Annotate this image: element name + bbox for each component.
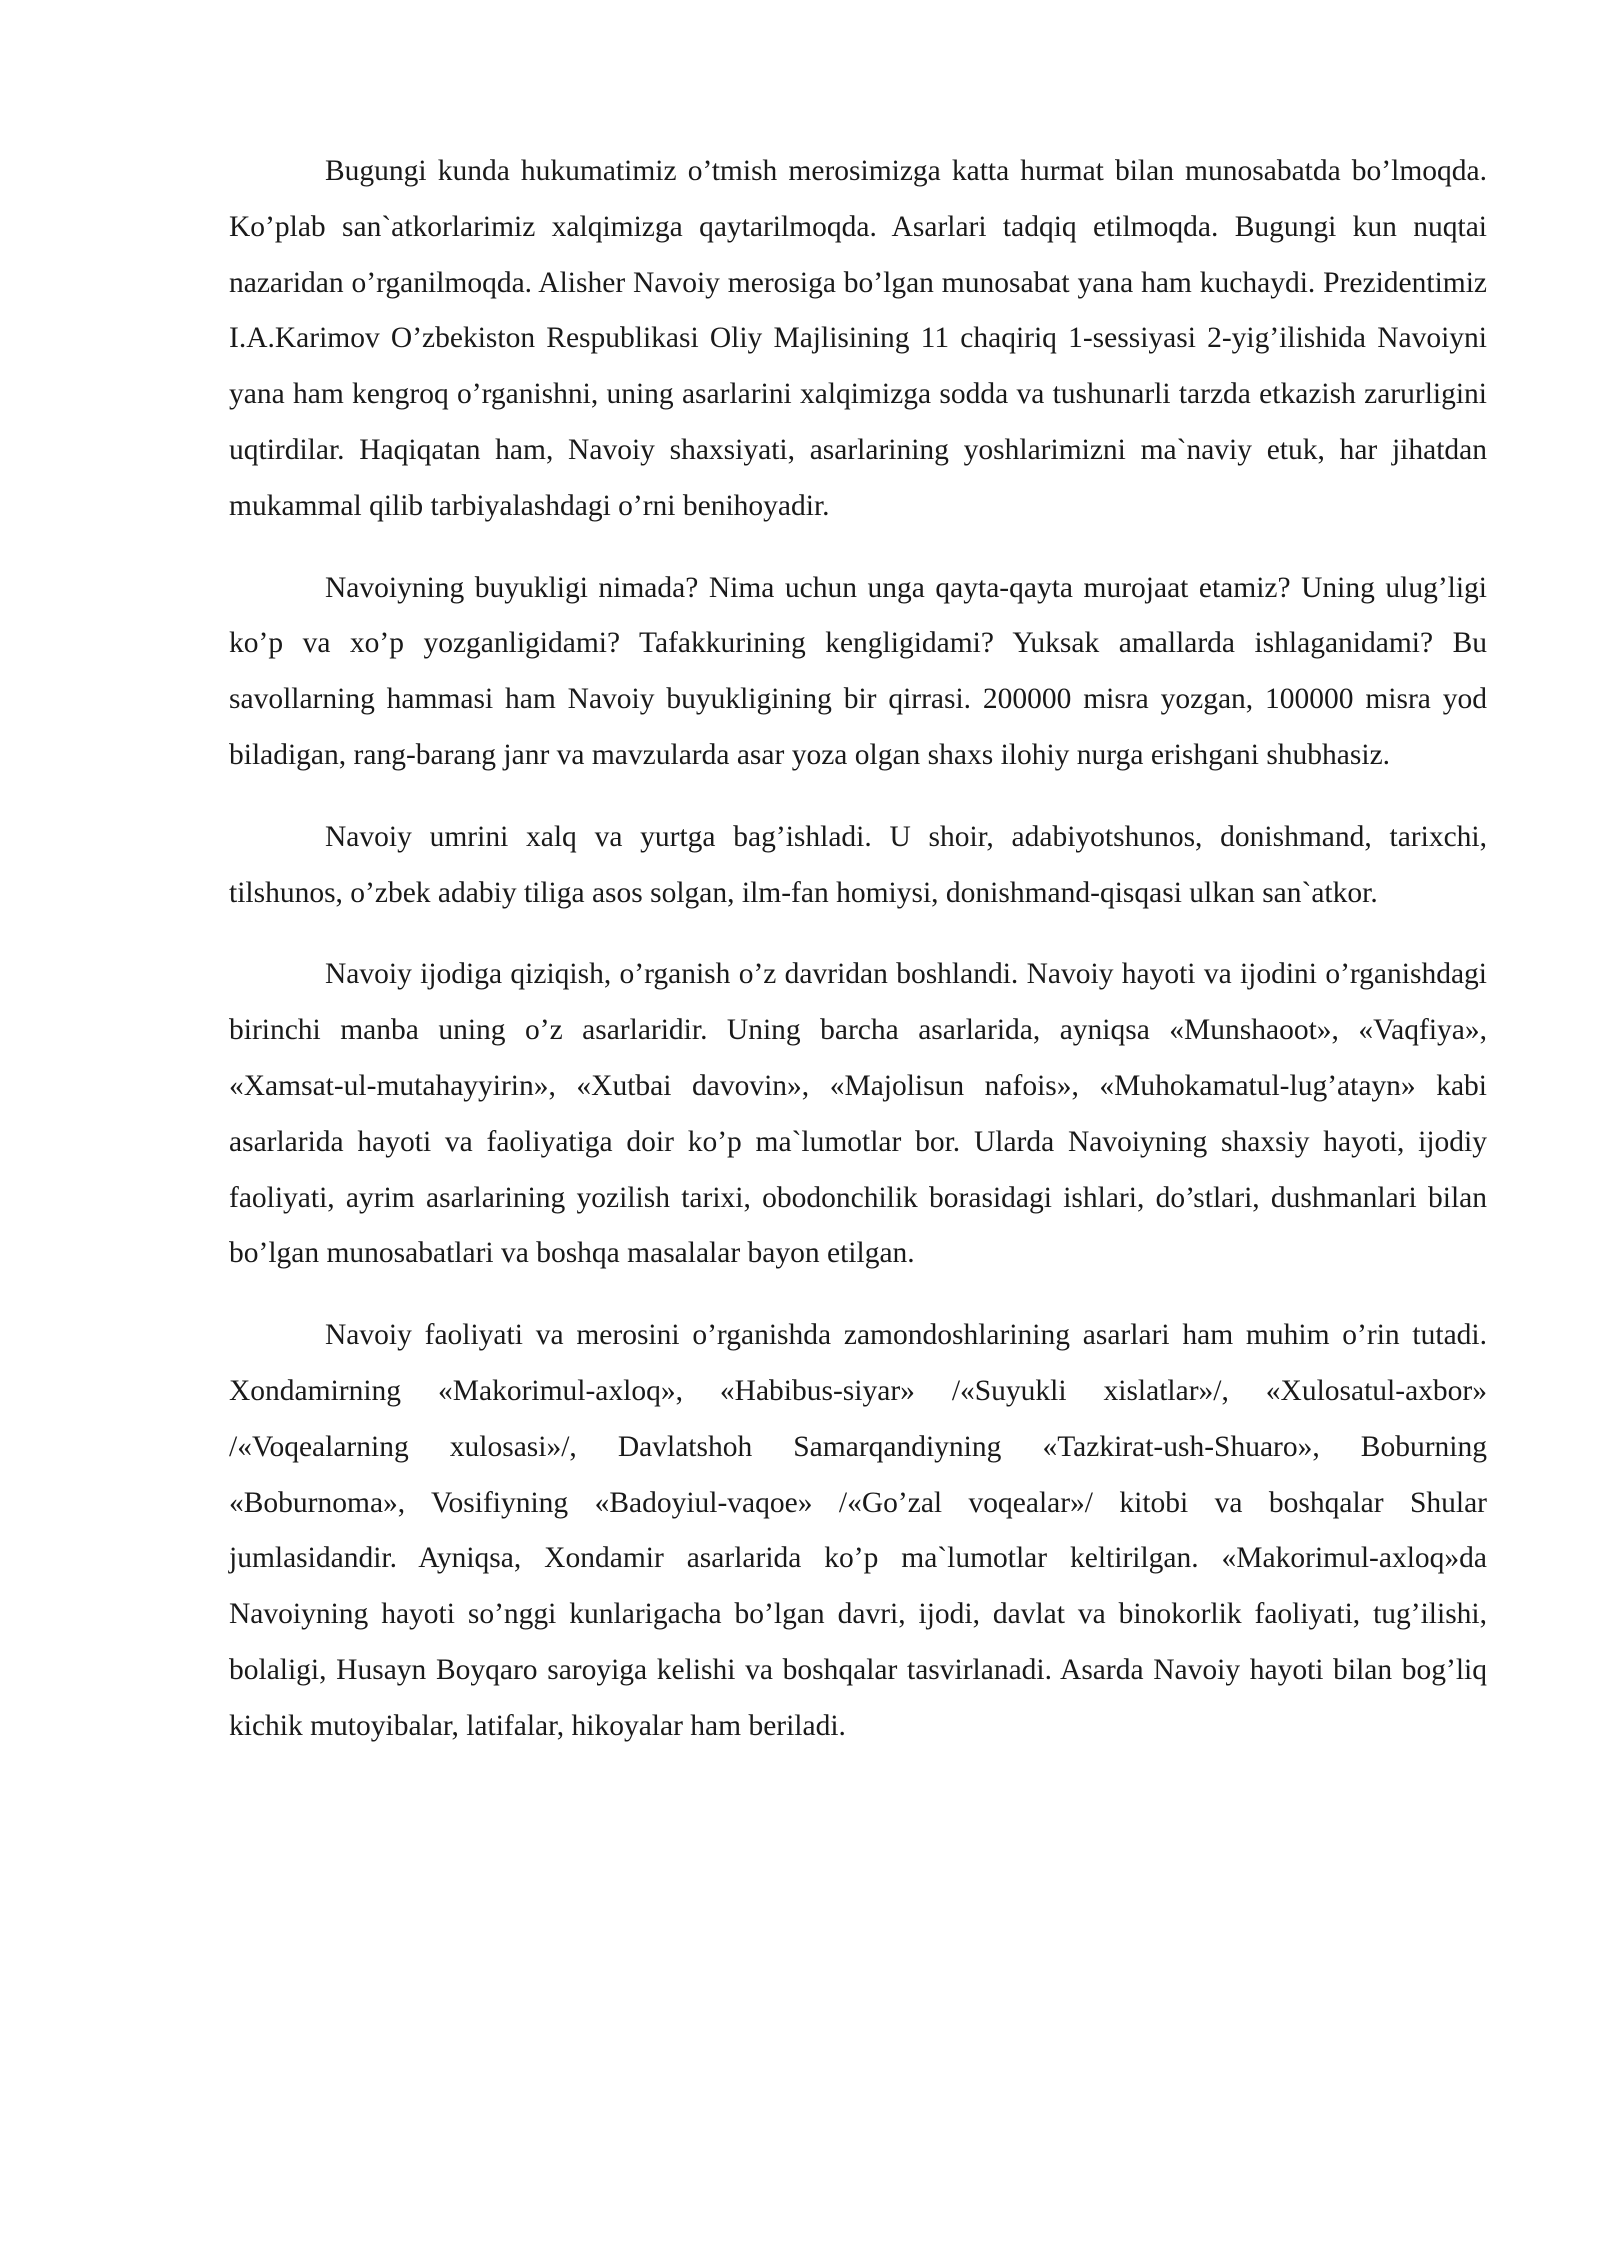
paragraph-3: Navoiy umrini xalq va yurtga bag’ishladi. U shoir, adabiyotshunos, donishmand, tarixchi, tilshunos, o’zbek adabiy tiliga asos solgan, ilm-fan homiysi, donishmand-qisqasi ulkan san`atkor. — [229, 820, 1487, 909]
paragraph-1: Bugungi kunda hukumatimiz o’tmish merosimizga katta hurmat bilan munosabatda bo’lmoqda. Ko’plab san`atkorlarimiz xalqimizga qaytarilmoqda. Asarlari tadqiq etilmoqda. Bugungi kun nuqtai nazaridan o’rganilmoqda. Alisher Navoiy merosiga bo’lgan munosabat yana ham kuchaydi. Prezidentimiz I.A.Karimov O’zbekiston Respublikasi Oliy Majlisining 11 chaqiriq 1-sessiyasi 2-yig’ilishida Navoiyni yana ham kengroq o’rganishni, uning asarlarini xalqimizga sodda va tushunarli tarzda etkazish zarurligini uqtirdilar. Haqiqatan ham, Navoiy shaxsiyati, asarlarining yoshlarimizni ma`naviy etuk, har jihatdan mukammal qilib tarbiyalashdagi o’rni benihoyadir. — [229, 155, 1487, 522]
document-page — [229, 144, 1487, 1781]
paragraph-5: Navoiy faoliyati va merosini o’rganishda zamondoshlarining asarlari ham muhim o’rin tutadi. Xondamirning «Makorimul-axloq», «Habibus-siyar» /«Suyukli xislatlar»/, «Xulosatul-axbor» /«Voqealarning xulosasi»/, Davlatshoh Samarqandiyning «Tazkirat-ush-Shuaro», Boburning «Boburnoma», Vosifiyning «Badoyiul-vaqoe» /«Go’zal voqealar»/ kitobi va boshqalar Shular jumlasidandir. Ayniqsa, Xondamir asarlarida ko’p ma`lumotlar keltirilgan. «Makorimul-axloq»da Navoiyning hayoti so’nggi kunlarigacha bo’lgan davri, ijodi, davlat va binokorlik faoliyati, tug’ilishi, bolaligi, Husayn Boyqaro saroyiga kelishi va boshqalar tasvirlanadi. Asarda Navoiy hayoti bilan bog’liq kichik mutoyibalar, latifalar, hikoyalar ham beriladi. — [229, 1319, 1487, 1742]
paragraph-2: Navoiyning buyukligi nimada? Nima uchun unga qayta-qayta murojaat etamiz? Uning ulug’ligi ko’p va xo’p yozganligidami? Tafakkurining kengligidami? Yuksak amallarda ishlaganidami? Bu savollarning hammasi ham Navoiy buyukligining bir qirrasi. 200000 misra yozgan, 100000 misra yod biladigan, rang-barang janr va mavzularda asar yoza olgan shaxs ilohiy nurga erishgani shubhasiz. — [229, 571, 1487, 771]
paragraph-4: Navoiy ijodiga qiziqish, o’rganish o’z davridan boshlandi. Navoiy hayoti va ijodini o’rganishdagi birinchi manba uning o’z asarlaridir. Uning barcha asarlarida, ayniqsa «Munshaoot», «Vaqfiya», «Xamsat-ul-mutahayyirin», «Xutbai davovin», «Majolisun nafois», «Muhokamatul-lug’atayn» kabi asarlarida hayoti va faoliyatiga doir ko’p ma`lumotlar bor. Ularda Navoiyning shaxsiy hayoti, ijodiy faoliyati, ayrim asarlarining yozilish tarixi, obodonchilik borasidagi ishlari, do’stlari, dushmanlari bilan bo’lgan munosabatlari va boshqa masalalar bayon etilgan. — [229, 958, 1487, 1270]
